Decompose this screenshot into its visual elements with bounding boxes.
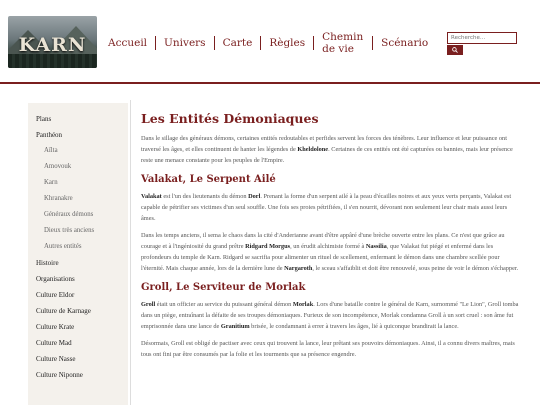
sidebar-item-amovouk[interactable]: Amovouk — [44, 163, 72, 170]
section-heading-groll: Groll, Le Serviteur de Morlak — [141, 282, 306, 293]
bold-term: Nassilia — [365, 243, 387, 250]
page-title: Les Entités Démoniaques — [141, 111, 319, 126]
bold-term: Groll — [141, 301, 156, 308]
sidebar-item-plans[interactable]: Plans — [36, 115, 52, 123]
body-text: , que Valakat fut piégé et enfermé dans les profondeurs du temple de Karn. Ridgard se sacrifia pour alimenter un rituel de scellement, enfermant le démon dans une chambre scellée pour l'éternité. Mais chaque année, lors de la dernière lune de — [141, 243, 500, 272]
bold-term: Dorl — [248, 193, 261, 200]
sidebar-item-organisations[interactable]: Organisations — [36, 275, 75, 283]
groll-paragraph-2: Désormais, Groll est obligé de pactiser avec ceux qui trouvent la lance, leur prêtant ses pouvoirs démoniaques. Ainsi, il a connu divers maîtres, mais tous ont fini par être consumés par la folie et les tourments que sa présence engendre. — [141, 340, 515, 358]
sidebar-item-dieux-tres-anciens[interactable]: Dieux très anciens — [44, 227, 95, 234]
body-text: . Lors d'une bataille contre le général de Karn, surnommé "Le Lion", Groll tomba dans un piège, entraînant la défaite de ses troupes démoniaques. Furieux de son incompétence, Morlak condamna Groll à un sort cruel : son âme fut emprisonnée dans une lance de — [141, 301, 519, 330]
body-text: , le sceau s'affaiblit et doit être renouvelé, sous peine de voir le démon s'échapper. — [312, 265, 519, 272]
nav-univers[interactable]: Univers — [164, 37, 206, 49]
sidebar-item-pantheon[interactable]: Panthéon — [36, 131, 63, 139]
bold-term: Ridgard Morgus — [245, 243, 291, 250]
site-logo[interactable] — [8, 16, 97, 68]
body-text: est l'un des lieutenants du démon — [161, 193, 249, 200]
sidebar-item-culture-de-karnage[interactable]: Culture de Karnage — [36, 307, 91, 315]
sidebar-item-culture-nasse[interactable]: Culture Nasse — [36, 355, 76, 363]
nav-chemin-de-vie[interactable]: Chemin de vie — [322, 31, 364, 55]
main-content — [130, 100, 530, 405]
search-icon — [452, 47, 458, 53]
sidebar-item-culture-mad[interactable]: Culture Mad — [36, 339, 72, 347]
sidebar-item-culture-eldor[interactable]: Culture Eldor — [36, 291, 75, 299]
sidebar-item-culture-niponne[interactable]: Culture Niponne — [36, 371, 83, 379]
nav-carte[interactable]: Carte — [222, 37, 253, 49]
body-text: brisée, le condamnant à errer à travers les âges, lié à quiconque brandirait la lance. — [249, 323, 459, 330]
search-button[interactable] — [447, 45, 463, 55]
body-text: . Prenant la forme d'un serpent ailé à la peau d'écailles noires et aux yeux verts perçants, Valakat est capable de pétrifier ses victimes d'un seul souffle. Une fois ses proies pétrifiées, il s'en nourrit, dévorant non seulement leur chair mais aussi leurs âmes. — [141, 193, 512, 222]
body-text: , un érudit alchimiste formé à — [290, 243, 366, 250]
sidebar-nav — [28, 103, 128, 405]
valakat-paragraph-1 — [141, 191, 520, 224]
bold-term: Valakat — [141, 193, 162, 200]
nav-regles[interactable]: Règles — [269, 37, 306, 49]
groll-paragraph-1 — [141, 299, 520, 332]
logo-text: KARN — [18, 34, 87, 56]
nav-scenario[interactable]: Scénario — [381, 37, 429, 49]
sidebar-item-khranakre[interactable]: Khranakre — [44, 195, 73, 202]
main-nav — [100, 28, 436, 58]
sidebar-item-autres-entites[interactable]: Autres entités — [44, 243, 82, 250]
bold-term: Nargaroth — [284, 265, 313, 272]
search-form — [447, 32, 517, 55]
logo-forest — [8, 54, 97, 68]
section-heading-valakat: Valakat, Le Serpent Ailé — [141, 174, 276, 185]
bold-term: Morlak — [292, 301, 314, 308]
body-text: était un officier au service du puissant général démon — [155, 301, 293, 308]
site-header — [0, 0, 540, 84]
body-text: Dans les temps anciens, il sema le chaos dans la cité d'Anderianne avant d'être appâré d'une brèche ouverte entre les plans. Ce n'est que grâce au courage et à l'ingéniosité du grand prêtre — [141, 232, 505, 250]
sidebar-item-generaux-demons[interactable]: Généraux démons — [44, 211, 94, 218]
valakat-paragraph-2 — [141, 230, 520, 274]
intro-paragraph: Dans le sillage des généraux démons, certaines entités redoutables et perfides servent les forces des ténèbres. Leur influence et leur puissance ont traversé les âges, et elles continuent de hanter les légendes de Kheldolone. Certaines de ces entités ont été capturées ou bannies, mais leur présence reste une menace constante pour les peuples de l'Empire. — [141, 135, 513, 164]
bold-term: Kheldolone — [297, 146, 329, 153]
sidebar-item-culture-krate[interactable]: Culture Krate — [36, 323, 75, 331]
bold-term: Granitium — [220, 323, 250, 330]
sidebar-item-ailta[interactable]: Aïlta — [44, 147, 58, 154]
nav-accueil[interactable]: Accueil — [108, 37, 148, 49]
search-input[interactable] — [447, 32, 517, 44]
sidebar-item-histoire[interactable]: Histoire — [36, 259, 59, 267]
sidebar-item-karn[interactable]: Karn — [44, 179, 58, 186]
